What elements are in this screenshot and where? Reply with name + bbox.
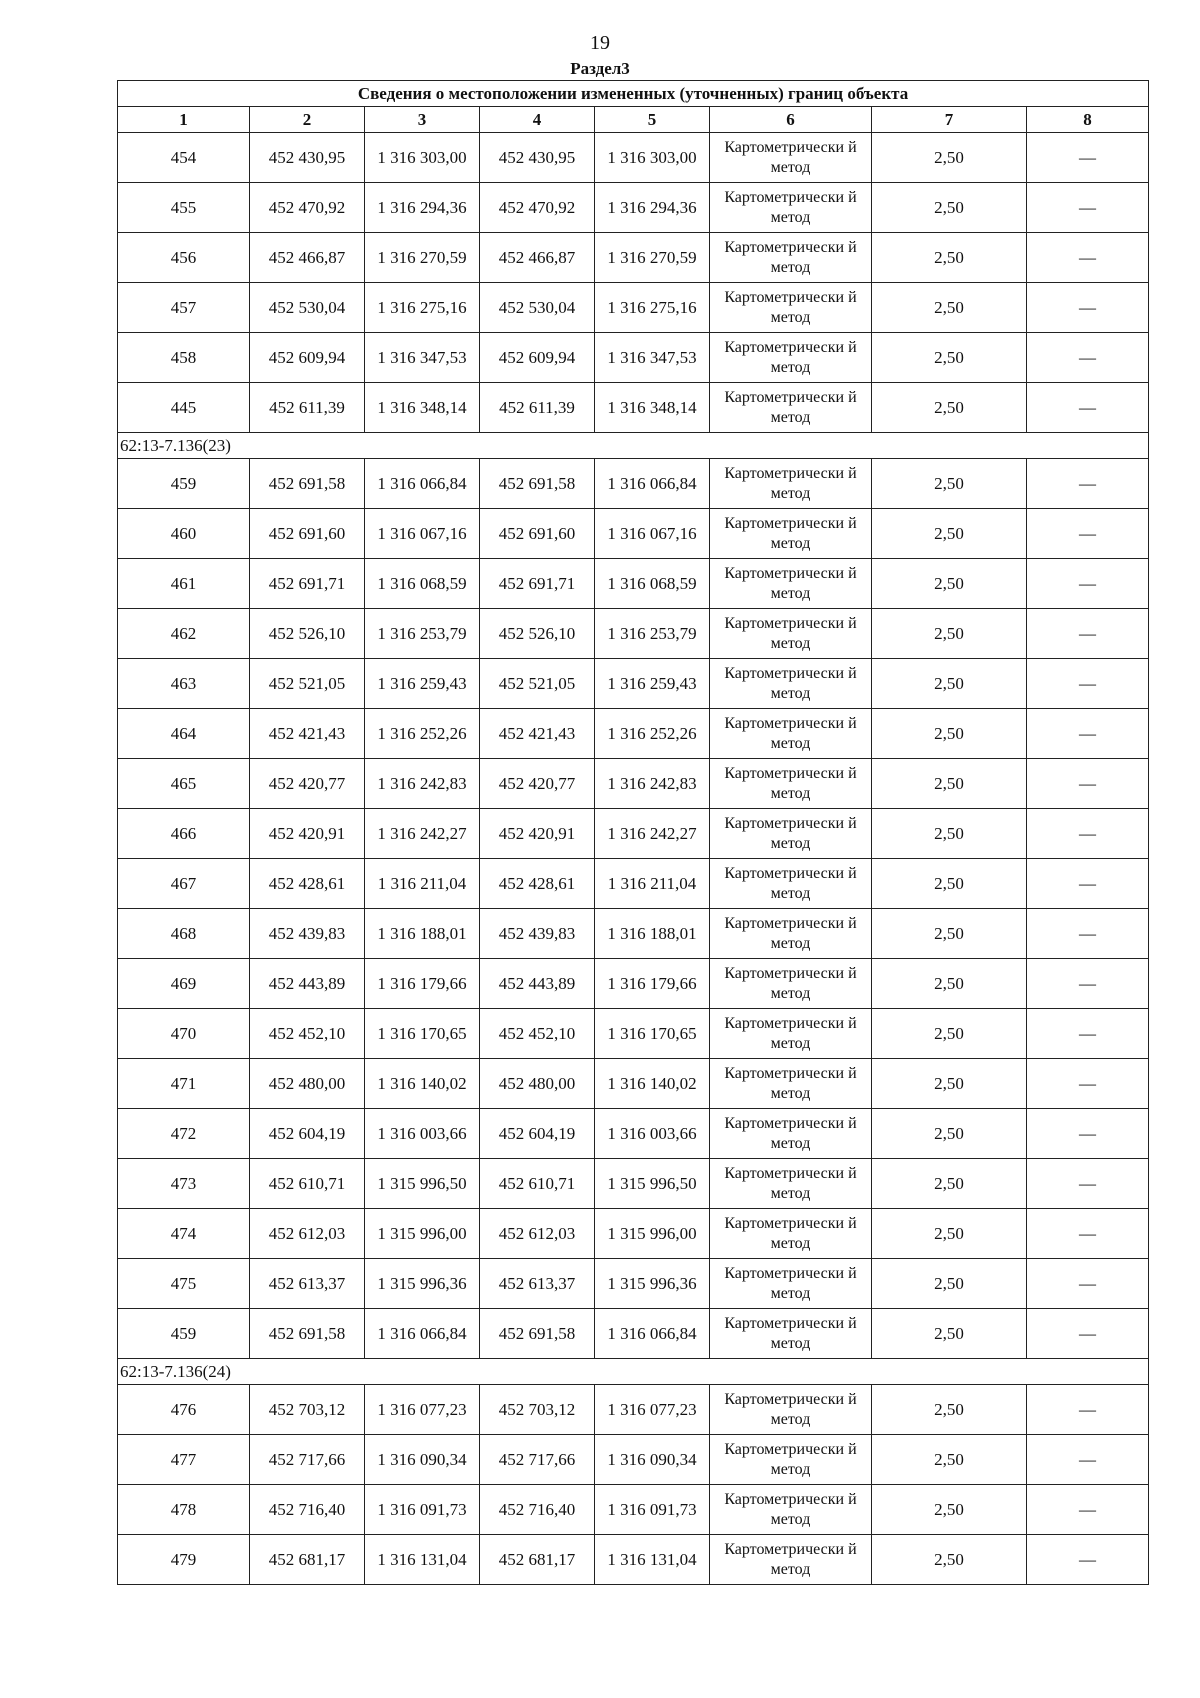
description-cell: — [1027,1159,1149,1209]
x-new-cell: 452 717,66 [480,1435,595,1485]
point-number-cell: 464 [118,709,250,759]
accuracy-cell: 2,50 [872,1435,1027,1485]
table-row [118,1309,1149,1359]
accuracy-cell: 2,50 [872,1109,1027,1159]
point-number-cell: 460 [118,509,250,559]
x-old-cell: 452 681,17 [250,1535,365,1585]
accuracy-cell: 2,50 [872,183,1027,233]
y-old-cell: 1 316 066,84 [365,459,480,509]
accuracy-cell: 2,50 [872,1485,1027,1535]
y-old-cell: 1 316 140,02 [365,1059,480,1109]
table-row [118,1535,1149,1585]
x-old-cell: 452 430,95 [250,133,365,183]
method-cell: Картометрически й метод [710,859,872,909]
method-cell: Картометрически й метод [710,459,872,509]
table-row [118,809,1149,859]
method-cell: Картометрически й метод [710,809,872,859]
x-new-cell: 452 430,95 [480,133,595,183]
table-row [118,959,1149,1009]
point-number-cell: 472 [118,1109,250,1159]
accuracy-cell: 2,50 [872,509,1027,559]
y-new-cell: 1 316 003,66 [595,1109,710,1159]
point-number-cell: 470 [118,1009,250,1059]
x-new-cell: 452 691,58 [480,459,595,509]
x-old-cell: 452 716,40 [250,1485,365,1535]
x-new-cell: 452 526,10 [480,609,595,659]
point-number-cell: 477 [118,1435,250,1485]
method-cell: Картометрически й метод [710,1259,872,1309]
accuracy-cell: 2,50 [872,133,1027,183]
point-number-cell: 475 [118,1259,250,1309]
description-cell: — [1027,133,1149,183]
point-number-cell: 468 [118,909,250,959]
table-row [118,609,1149,659]
description-cell: — [1027,1535,1149,1585]
column-header: 3 [365,107,480,133]
x-old-cell: 452 420,77 [250,759,365,809]
y-new-cell: 1 316 091,73 [595,1485,710,1535]
y-new-cell: 1 316 252,26 [595,709,710,759]
method-cell: Картометрически й метод [710,1159,872,1209]
y-new-cell: 1 316 275,16 [595,283,710,333]
x-new-cell: 452 443,89 [480,959,595,1009]
point-number-cell: 474 [118,1209,250,1259]
x-old-cell: 452 420,91 [250,809,365,859]
point-number-cell: 445 [118,383,250,433]
x-new-cell: 452 613,37 [480,1259,595,1309]
x-new-cell: 452 681,17 [480,1535,595,1585]
description-cell: — [1027,233,1149,283]
table-row [118,133,1149,183]
method-cell: Картометрически й метод [710,1535,872,1585]
boundary-coordinates-table [117,80,1149,1585]
description-cell: — [1027,283,1149,333]
table-row [118,233,1149,283]
y-old-cell: 1 316 303,00 [365,133,480,183]
table-row [118,659,1149,709]
point-number-cell: 465 [118,759,250,809]
y-old-cell: 1 316 347,53 [365,333,480,383]
y-old-cell: 1 316 067,16 [365,509,480,559]
method-cell: Картометрически й метод [710,959,872,1009]
table-row [118,383,1149,433]
y-old-cell: 1 316 242,83 [365,759,480,809]
y-old-cell: 1 315 996,00 [365,1209,480,1259]
description-cell: — [1027,859,1149,909]
point-number-cell: 479 [118,1535,250,1585]
x-old-cell: 452 443,89 [250,959,365,1009]
table-row [118,1385,1149,1435]
table-caption: Сведения о местоположении измененных (уточненных) границ объекта [118,81,1149,107]
y-old-cell: 1 316 253,79 [365,609,480,659]
table-row [118,1259,1149,1309]
x-old-cell: 452 609,94 [250,333,365,383]
accuracy-cell: 2,50 [872,459,1027,509]
x-new-cell: 452 691,58 [480,1309,595,1359]
table-row [118,759,1149,809]
y-new-cell: 1 316 303,00 [595,133,710,183]
description-cell: — [1027,759,1149,809]
method-cell: Картометрически й метод [710,1209,872,1259]
y-new-cell: 1 316 253,79 [595,609,710,659]
y-new-cell: 1 316 242,83 [595,759,710,809]
method-cell: Картометрически й метод [710,909,872,959]
method-cell: Картометрически й метод [710,183,872,233]
y-old-cell: 1 316 242,27 [365,809,480,859]
column-number-row [118,107,1149,133]
description-cell: — [1027,1209,1149,1259]
y-new-cell: 1 316 242,27 [595,809,710,859]
x-new-cell: 452 428,61 [480,859,595,909]
y-old-cell: 1 316 090,34 [365,1435,480,1485]
x-new-cell: 452 604,19 [480,1109,595,1159]
y-new-cell: 1 316 211,04 [595,859,710,909]
x-new-cell: 452 521,05 [480,659,595,709]
point-number-cell: 469 [118,959,250,1009]
point-number-cell: 459 [118,459,250,509]
y-old-cell: 1 316 188,01 [365,909,480,959]
y-old-cell: 1 316 275,16 [365,283,480,333]
table-caption-row [118,81,1149,107]
x-new-cell: 452 470,92 [480,183,595,233]
table-row [118,709,1149,759]
method-cell: Картометрически й метод [710,659,872,709]
y-old-cell: 1 316 003,66 [365,1109,480,1159]
point-number-cell: 454 [118,133,250,183]
method-cell: Картометрически й метод [710,509,872,559]
point-number-cell: 458 [118,333,250,383]
description-cell: — [1027,709,1149,759]
point-number-cell: 478 [118,1485,250,1535]
table-row [118,509,1149,559]
x-old-cell: 452 521,05 [250,659,365,709]
y-new-cell: 1 316 347,53 [595,333,710,383]
y-old-cell: 1 316 170,65 [365,1009,480,1059]
point-number-cell: 455 [118,183,250,233]
y-old-cell: 1 316 252,26 [365,709,480,759]
method-cell: Картометрически й метод [710,1485,872,1535]
accuracy-cell: 2,50 [872,1009,1027,1059]
x-new-cell: 452 452,10 [480,1009,595,1059]
y-old-cell: 1 315 996,50 [365,1159,480,1209]
method-cell: Картометрически й метод [710,1109,872,1159]
accuracy-cell: 2,50 [872,1159,1027,1209]
x-old-cell: 452 428,61 [250,859,365,909]
accuracy-cell: 2,50 [872,1309,1027,1359]
table-row [118,283,1149,333]
description-cell: — [1027,333,1149,383]
description-cell: — [1027,183,1149,233]
y-new-cell: 1 316 066,84 [595,1309,710,1359]
x-old-cell: 452 526,10 [250,609,365,659]
description-cell: — [1027,1435,1149,1485]
table-row [118,1109,1149,1159]
accuracy-cell: 2,50 [872,859,1027,909]
method-cell: Картометрически й метод [710,283,872,333]
y-old-cell: 1 316 068,59 [365,559,480,609]
method-cell: Картометрически й метод [710,1009,872,1059]
table-row [118,1009,1149,1059]
column-header: 1 [118,107,250,133]
contour-group-row [118,1359,1149,1385]
method-cell: Картометрически й метод [710,1059,872,1109]
x-old-cell: 452 717,66 [250,1435,365,1485]
table-row [118,559,1149,609]
x-old-cell: 452 691,60 [250,509,365,559]
x-new-cell: 452 703,12 [480,1385,595,1435]
accuracy-cell: 2,50 [872,1209,1027,1259]
y-new-cell: 1 316 131,04 [595,1535,710,1585]
x-old-cell: 452 691,58 [250,1309,365,1359]
accuracy-cell: 2,50 [872,283,1027,333]
accuracy-cell: 2,50 [872,959,1027,1009]
description-cell: — [1027,1485,1149,1535]
method-cell: Картометрически й метод [710,133,872,183]
y-old-cell: 1 315 996,36 [365,1259,480,1309]
y-new-cell: 1 316 090,34 [595,1435,710,1485]
description-cell: — [1027,809,1149,859]
x-new-cell: 452 480,00 [480,1059,595,1109]
x-new-cell: 452 716,40 [480,1485,595,1535]
x-new-cell: 452 611,39 [480,383,595,433]
x-old-cell: 452 613,37 [250,1259,365,1309]
description-cell: — [1027,1109,1149,1159]
method-cell: Картометрически й метод [710,1435,872,1485]
point-number-cell: 476 [118,1385,250,1435]
x-old-cell: 452 691,58 [250,459,365,509]
y-old-cell: 1 316 211,04 [365,859,480,909]
accuracy-cell: 2,50 [872,233,1027,283]
accuracy-cell: 2,50 [872,909,1027,959]
y-new-cell: 1 316 348,14 [595,383,710,433]
table-row [118,859,1149,909]
method-cell: Картометрически й метод [710,1309,872,1359]
table-row [118,333,1149,383]
column-header: 6 [710,107,872,133]
accuracy-cell: 2,50 [872,1385,1027,1435]
method-cell: Картометрически й метод [710,759,872,809]
table-row [118,1159,1149,1209]
x-new-cell: 452 609,94 [480,333,595,383]
accuracy-cell: 2,50 [872,333,1027,383]
y-new-cell: 1 316 068,59 [595,559,710,609]
description-cell: — [1027,1385,1149,1435]
y-old-cell: 1 316 066,84 [365,1309,480,1359]
description-cell: — [1027,659,1149,709]
method-cell: Картометрически й метод [710,383,872,433]
x-old-cell: 452 691,71 [250,559,365,609]
point-number-cell: 462 [118,609,250,659]
x-old-cell: 452 612,03 [250,1209,365,1259]
y-new-cell: 1 316 294,36 [595,183,710,233]
method-cell: Картометрически й метод [710,1385,872,1435]
description-cell: — [1027,959,1149,1009]
y-old-cell: 1 316 131,04 [365,1535,480,1585]
x-old-cell: 452 470,92 [250,183,365,233]
method-cell: Картометрически й метод [710,709,872,759]
y-old-cell: 1 316 294,36 [365,183,480,233]
table-row [118,459,1149,509]
description-cell: — [1027,909,1149,959]
y-new-cell: 1 315 996,36 [595,1259,710,1309]
x-new-cell: 452 610,71 [480,1159,595,1209]
table-row [118,1435,1149,1485]
accuracy-cell: 2,50 [872,383,1027,433]
x-old-cell: 452 611,39 [250,383,365,433]
point-number-cell: 459 [118,1309,250,1359]
section-title: Раздел3 [570,59,630,78]
description-cell: — [1027,609,1149,659]
accuracy-cell: 2,50 [872,1259,1027,1309]
x-new-cell: 452 691,60 [480,509,595,559]
point-number-cell: 461 [118,559,250,609]
x-new-cell: 452 420,91 [480,809,595,859]
contour-group-row [118,433,1149,459]
y-new-cell: 1 315 996,00 [595,1209,710,1259]
table-row [118,1209,1149,1259]
column-header: 2 [250,107,365,133]
accuracy-cell: 2,50 [872,809,1027,859]
column-header: 4 [480,107,595,133]
y-old-cell: 1 316 259,43 [365,659,480,709]
point-number-cell: 466 [118,809,250,859]
page-number: 19 [590,32,610,54]
accuracy-cell: 2,50 [872,559,1027,609]
point-number-cell: 456 [118,233,250,283]
y-old-cell: 1 316 077,23 [365,1385,480,1435]
y-new-cell: 1 316 170,65 [595,1009,710,1059]
point-number-cell: 463 [118,659,250,709]
x-old-cell: 452 530,04 [250,283,365,333]
x-new-cell: 452 421,43 [480,709,595,759]
description-cell: — [1027,559,1149,609]
x-new-cell: 452 691,71 [480,559,595,609]
description-cell: — [1027,1309,1149,1359]
x-old-cell: 452 466,87 [250,233,365,283]
x-old-cell: 452 604,19 [250,1109,365,1159]
y-old-cell: 1 316 091,73 [365,1485,480,1535]
description-cell: — [1027,1059,1149,1109]
x-old-cell: 452 480,00 [250,1059,365,1109]
y-new-cell: 1 316 270,59 [595,233,710,283]
accuracy-cell: 2,50 [872,1059,1027,1109]
point-number-cell: 457 [118,283,250,333]
table-row [118,909,1149,959]
y-new-cell: 1 316 188,01 [595,909,710,959]
table-row [118,1485,1149,1535]
accuracy-cell: 2,50 [872,709,1027,759]
x-new-cell: 452 612,03 [480,1209,595,1259]
y-new-cell: 1 315 996,50 [595,1159,710,1209]
column-header: 8 [1027,107,1149,133]
y-old-cell: 1 316 270,59 [365,233,480,283]
method-cell: Картометрически й метод [710,559,872,609]
x-new-cell: 452 530,04 [480,283,595,333]
y-new-cell: 1 316 077,23 [595,1385,710,1435]
x-old-cell: 452 421,43 [250,709,365,759]
method-cell: Картометрически й метод [710,609,872,659]
description-cell: — [1027,459,1149,509]
x-new-cell: 452 439,83 [480,909,595,959]
y-old-cell: 1 316 348,14 [365,383,480,433]
description-cell: — [1027,383,1149,433]
accuracy-cell: 2,50 [872,609,1027,659]
y-new-cell: 1 316 066,84 [595,459,710,509]
description-cell: — [1027,1259,1149,1309]
table-row [118,1059,1149,1109]
description-cell: — [1027,1009,1149,1059]
accuracy-cell: 2,50 [872,659,1027,709]
point-number-cell: 473 [118,1159,250,1209]
y-new-cell: 1 316 259,43 [595,659,710,709]
column-header: 7 [872,107,1027,133]
table-row [118,183,1149,233]
y-new-cell: 1 316 140,02 [595,1059,710,1109]
x-new-cell: 452 420,77 [480,759,595,809]
column-header: 5 [595,107,710,133]
y-old-cell: 1 316 179,66 [365,959,480,1009]
point-number-cell: 471 [118,1059,250,1109]
method-cell: Картометрически й метод [710,333,872,383]
description-cell: — [1027,509,1149,559]
point-number-cell: 467 [118,859,250,909]
contour-label: 62:13-7.136(23) [118,433,1149,459]
method-cell: Картометрически й метод [710,233,872,283]
contour-label: 62:13-7.136(24) [118,1359,1149,1385]
x-old-cell: 452 703,12 [250,1385,365,1435]
y-new-cell: 1 316 179,66 [595,959,710,1009]
x-old-cell: 452 439,83 [250,909,365,959]
y-new-cell: 1 316 067,16 [595,509,710,559]
x-old-cell: 452 610,71 [250,1159,365,1209]
accuracy-cell: 2,50 [872,1535,1027,1585]
x-new-cell: 452 466,87 [480,233,595,283]
x-old-cell: 452 452,10 [250,1009,365,1059]
accuracy-cell: 2,50 [872,759,1027,809]
